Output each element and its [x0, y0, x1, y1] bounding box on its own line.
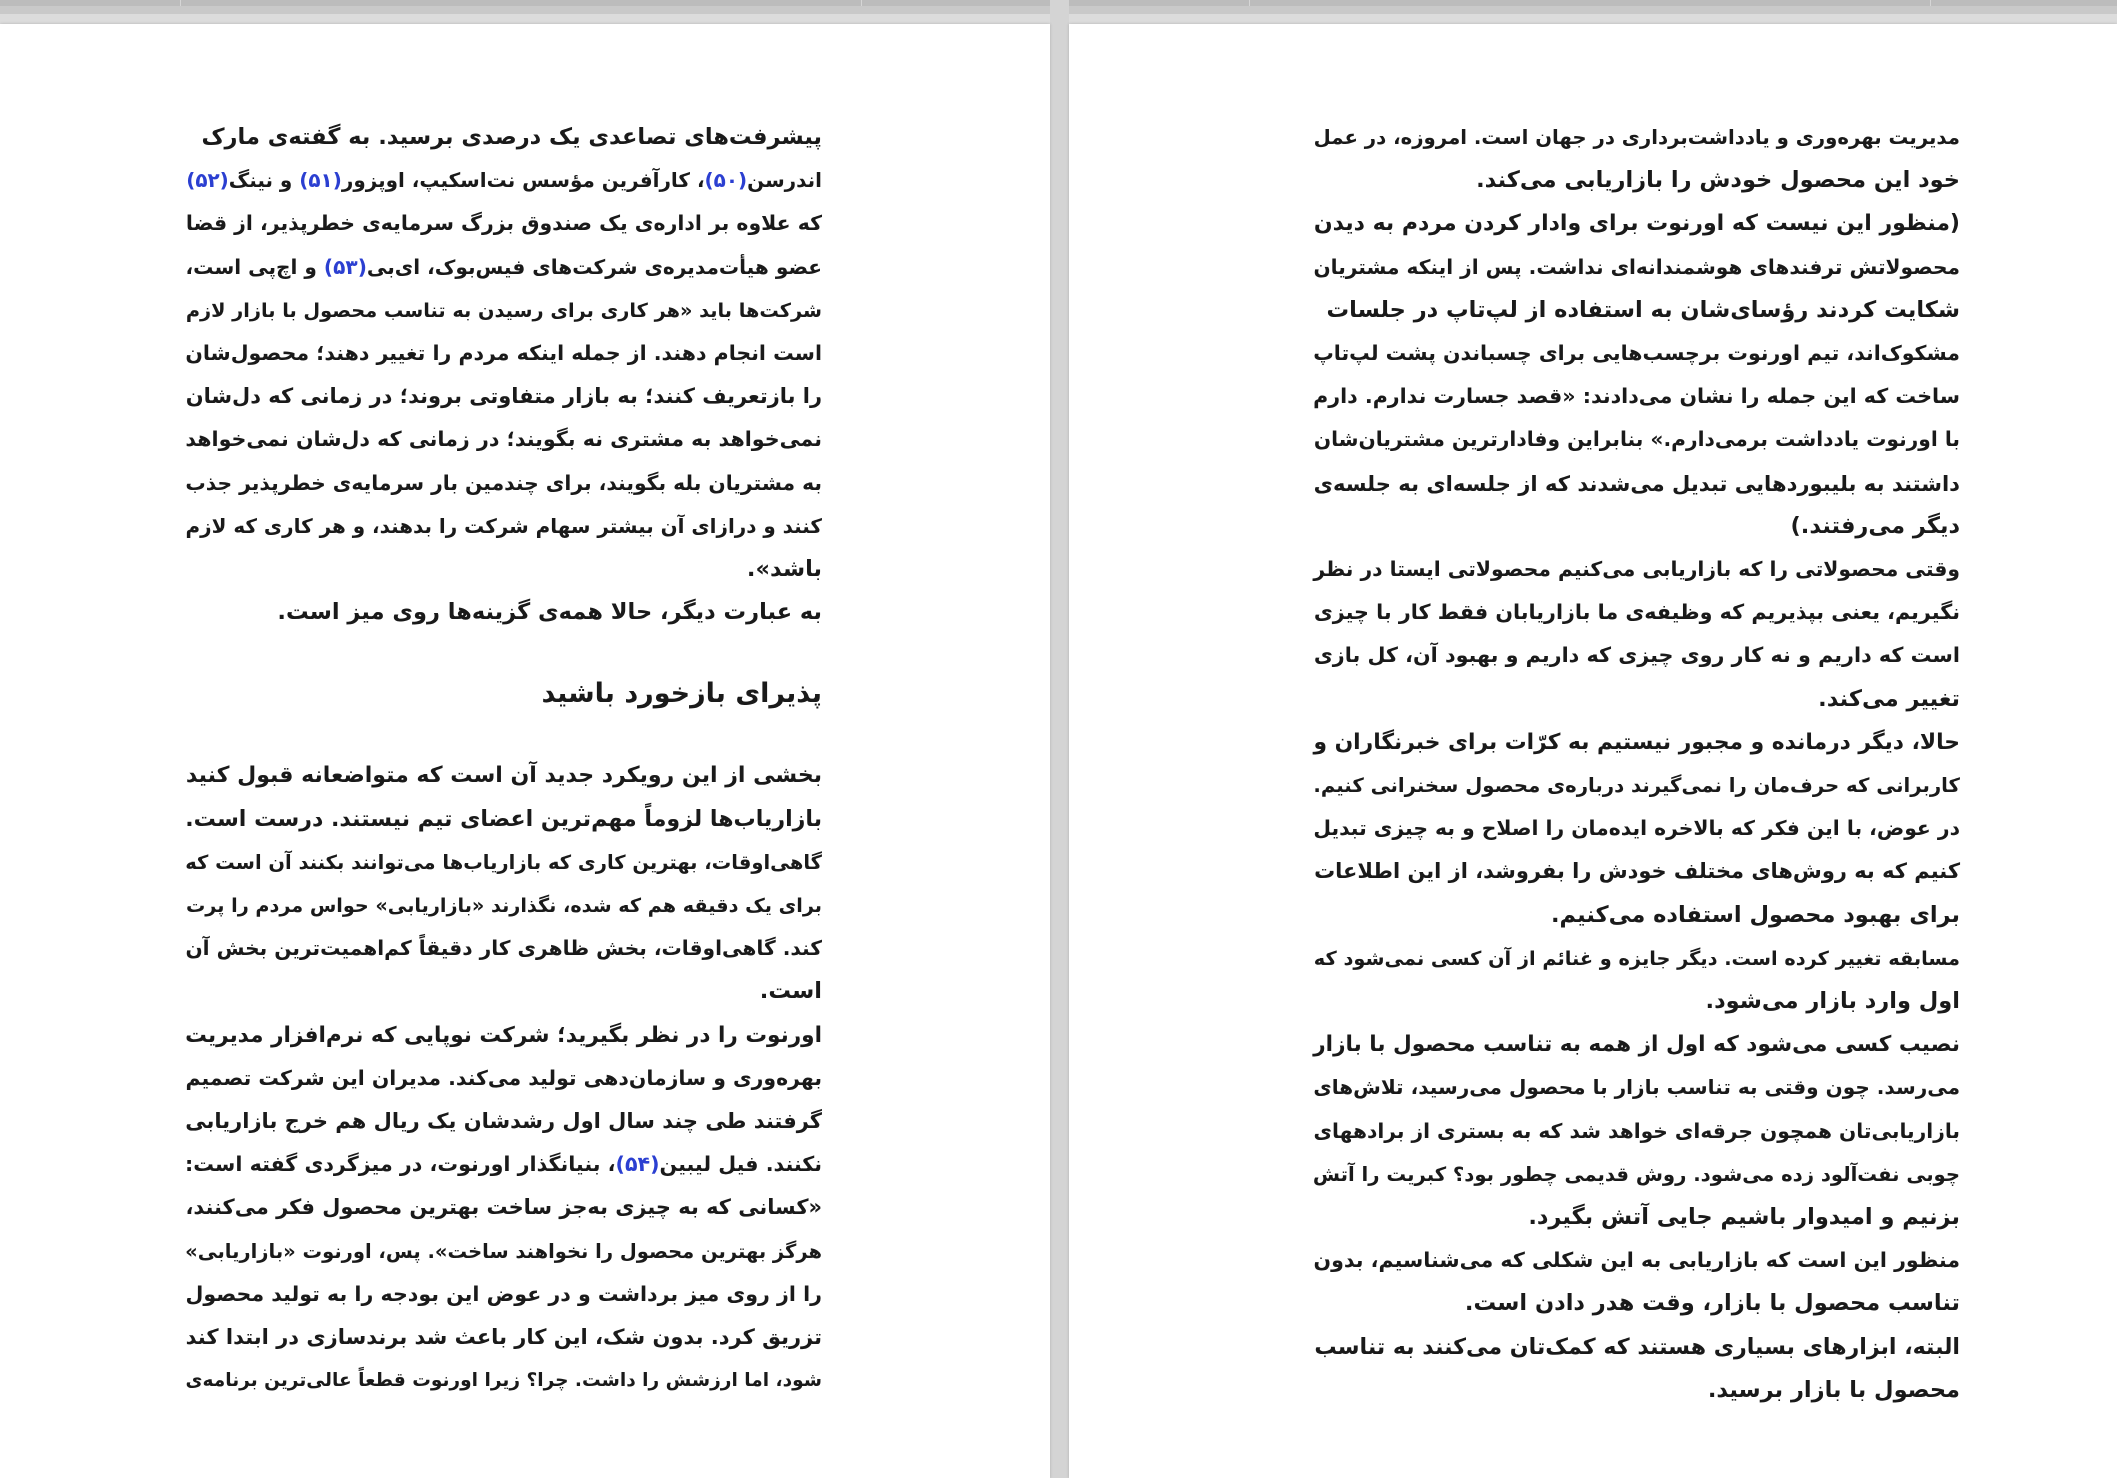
text-line: تغییر می‌کند. [1818, 685, 1960, 712]
page-text-column [1310, 116, 1960, 1412]
paragraph [182, 116, 822, 591]
text-line: شرکت‌ها باید «هر کاری برای رسیدن به تناسب محصول با بازار لازم [185, 298, 822, 322]
text-line: تزریق کرد. بدون شک، این کار باعث شد برندسازی در ابتدا کند [185, 1325, 822, 1350]
paragraph [1310, 548, 1960, 721]
text-line: پیشرفت‌های تصاعدی یک درصدی برسید. به گفته‌ی مارک [201, 124, 822, 150]
text-line [182, 1143, 822, 1186]
toolbar-segment [181, 0, 862, 6]
text-line [182, 159, 822, 202]
paragraph [1310, 202, 1960, 548]
text-line: می‌رسد. چون وقتی به تناسب بازار با محصول می‌رسید، تلاش‌های [1313, 1075, 1960, 1100]
text-line: مدیریت بهره‌وری و یادداشت‌برداری در جهان است. امروزه، در عمل [1313, 126, 1960, 149]
paragraph [1310, 721, 1960, 937]
text-line: خود این محصول خودش را بازاریابی می‌کند. [1476, 167, 1960, 194]
paragraph [182, 1014, 822, 1403]
text-line: کنیم که به روش‌های مختلف خودش را بفروشد، از این اطلاعات [1314, 859, 1960, 884]
toolbar-segment [862, 0, 1051, 6]
text-line: بازاریابی‌تان همچون جرقه‌ای خواهد شد که به بستری از برادههای [1313, 1118, 1960, 1143]
toolbar-segment [0, 0, 181, 6]
text-line: کنند و درازای آن بیشتر سهام شرکت را بدهند، و هر کاری که لازم [185, 514, 822, 538]
text-line: نصیب کسی می‌شود که اول از همه به تناسب محصول با بازار [1313, 1032, 1960, 1058]
text-line: است که داریم و نه کار روی چیزی که داریم و بهبود آن، کل بازی [1313, 643, 1960, 668]
text-line [182, 246, 822, 289]
footnote-reference-link[interactable]: (۵۴) [615, 1152, 660, 1177]
text-line: را بازتعریف کنند؛ به بازار متفاوتی بروند؛ در زمانی که دل‌شان [185, 384, 822, 409]
text-line: هرگز بهترین محصول را نخواهند ساخت». پس، اورنوت «بازاریابی» [185, 1239, 822, 1263]
text-line: اول وارد بازار می‌شود. [1705, 988, 1960, 1015]
text-line: اورنوت را در نظر بگیرید؛ شرکت نوپایی که نرم‌افزار مدیریت [185, 1022, 822, 1048]
text-line: شکایت کردند رؤسای‌شان به استفاده از لپ‌تاپ در جلسات [1326, 296, 1960, 323]
paragraph [1310, 1326, 1960, 1412]
text-line: مشکوک‌اند، تیم اورنوت برچسب‌هایی برای چسباندن پشت لپ‌تاپ [1313, 341, 1960, 366]
text-line: به مشتریان بله بگویند، برای چندمین بار سرمایه‌ی خطرپذیر جذب [185, 470, 822, 495]
text-line: (منظور این نیست که اورنوت برای وادار کردن مردم به دیدن [1313, 211, 1960, 237]
text-line: باشد». [746, 556, 822, 583]
footnote-reference-link[interactable]: (۵۲) [186, 168, 229, 193]
text-line: کند. گاهی‌اوقات، بخش ظاهری کار دقیقاً کم‌اهمیت‌ترین بخش آن [185, 936, 822, 961]
text-line: حالا، دیگر درمانده و مجبور نیستیم به کرّات برای خبرنگاران و [1313, 729, 1960, 755]
text-line: گرفتند طی چند سال اول رشدشان یک ریال هم خرج بازاریابی [185, 1109, 822, 1134]
text-line: بازاریاب‌ها لزوماً مهم‌ترین اعضای تیم نیستند. درست است. [185, 805, 822, 832]
text-segment: عضو هیأت‌مدیره‌ی شرکت‌های فیس‌بوک، ای‌بی [366, 254, 822, 279]
paragraph [1310, 1023, 1960, 1239]
text-line: شود، اما ارزشش را داشت. چرا؟ زیرا اورنوت قطعاً عالی‌ترین برنامه‌ی [185, 1370, 822, 1392]
text-line: البته، ابزارهای بسیاری هستند که کمک‌تان می‌کنند به تناسب [1314, 1333, 1960, 1360]
footnote-reference-link[interactable]: (۵۱) [299, 168, 342, 193]
text-line: را از روی میز برداشت و در عوض این بودجه را به تولید محصول [185, 1281, 822, 1306]
text-line: است. [759, 978, 822, 1005]
text-segment: ، بنیانگذار اورنوت، در میزگردی گفته است: [185, 1152, 616, 1177]
text-line: تناسب محصول با بازار، وقت هدر دادن است. [1464, 1290, 1960, 1317]
document-page-left[interactable] [0, 24, 1050, 1478]
text-line: گاهی‌اوقات، بهترین کاری که بازاریاب‌ها می‌توانند بکنند آن است که [185, 850, 822, 874]
paragraph [1310, 116, 1960, 202]
text-line: کاربرانی که حرف‌مان را نمی‌گیرند درباره‌ی محصول سخنرانی کنیم. [1313, 774, 1960, 798]
text-line: برای بهبود محصول استفاده می‌کنیم. [1550, 901, 1960, 928]
text-line: مسابقه تغییر کرده است. دیگر جایزه و غنائم از آن کسی نمی‌شود که [1313, 946, 1960, 970]
text-line: وقتی محصولاتی را که بازاریابی می‌کنیم محصولاتی ایستا در نظر [1313, 557, 1960, 582]
text-segment: و نینگ [228, 168, 300, 193]
paragraph [1310, 937, 1960, 1023]
text-line: که علاوه بر اداره‌ی یک صندوق بزرگ سرمایه‌ی خطرپذیر، از قضا [185, 211, 822, 236]
document-page-right[interactable] [1069, 24, 2117, 1478]
page-gutter [1050, 0, 1069, 1478]
section-heading: پذیرای بازخورد باشید [541, 678, 822, 710]
text-line: دیگر می‌رفتند.) [1790, 512, 1960, 539]
text-line: محصولاتش ترفندهای هوشمندانه‌ای نداشت. پس از اینکه مشتریان [1313, 254, 1960, 279]
text-segment: و اچ‌پی است، [185, 254, 324, 279]
paragraph [182, 754, 822, 1013]
text-line: بخشی از این رویکرد جدید آن است که متواضعانه قبول کنید [185, 763, 822, 789]
text-line: در عوض، با این فکر که بالاخره ایده‌مان را اصلاح و به چیزی تبدیل [1313, 816, 1960, 841]
text-line: است انجام دهند. از جمله اینکه مردم را تغییر دهند؛ محصول‌شان [185, 341, 822, 366]
text-line: بهره‌وری و سازمان‌دهی تولید می‌کند. مدیران این شرکت تصمیم [185, 1065, 822, 1090]
text-line: ساخت که این جمله را نشان می‌دادند: «قصد جسارت ندارم. دارم [1313, 384, 1960, 409]
text-line: نمی‌خواهد به مشتری نه بگویند؛ در زمانی که دل‌شان نمی‌خواهد [185, 427, 822, 452]
text-line: با اورنوت یادداشت برمی‌دارم.» بنابراین وفادارترین مشتریان‌شان [1313, 427, 1960, 452]
paragraph [182, 591, 822, 634]
text-segment: نکنند. فیل لیبین [659, 1152, 822, 1177]
toolbar-segment [1931, 0, 2117, 6]
text-line: برای یک دقیقه هم که شده، نگذارند «بازاریابی» حواس مردم را پرت [186, 894, 822, 918]
toolbar-segment [1069, 0, 1250, 6]
footnote-reference-link[interactable]: (۵۳) [323, 254, 367, 279]
text-line: به عبارت دیگر، حالا همه‌ی گزینه‌ها روی میز است. [277, 599, 822, 626]
text-segment: ، کارآفرین مؤسس نت‌اسکیپ، اوپزور [341, 168, 705, 193]
text-line: منظور این است که بازاریابی به این شکلی که می‌شناسیم، بدون [1313, 1248, 1960, 1273]
text-line: چوبی نفت‌آلود زده می‌شود. روش قدیمی چطور بود؟ کبریت را آتش [1312, 1162, 1960, 1186]
footnote-reference-link[interactable]: (۵۰) [704, 168, 748, 193]
paragraph [1310, 1239, 1960, 1325]
toolbar-segment [1250, 0, 1931, 6]
text-line: نگیریم، یعنی بپذیریم که وظیفه‌ی ما بازاریابان فقط کار با چیزی [1313, 600, 1960, 625]
text-line: بزنیم و امیدوار باشیم جایی آتش بگیرد. [1528, 1204, 1960, 1231]
text-line: «کسانی که به چیزی به‌جز ساخت بهترین محصول فکر می‌کنند، [185, 1195, 822, 1220]
text-line: محصول با بازار برسید. [1707, 1376, 1960, 1403]
page-text-column [182, 116, 822, 1402]
text-segment: اندرسن [747, 168, 822, 193]
text-line: داشتند به بلیبوردهایی تبدیل می‌شدند که از جلسه‌ای به جلسه‌ی [1313, 470, 1960, 496]
